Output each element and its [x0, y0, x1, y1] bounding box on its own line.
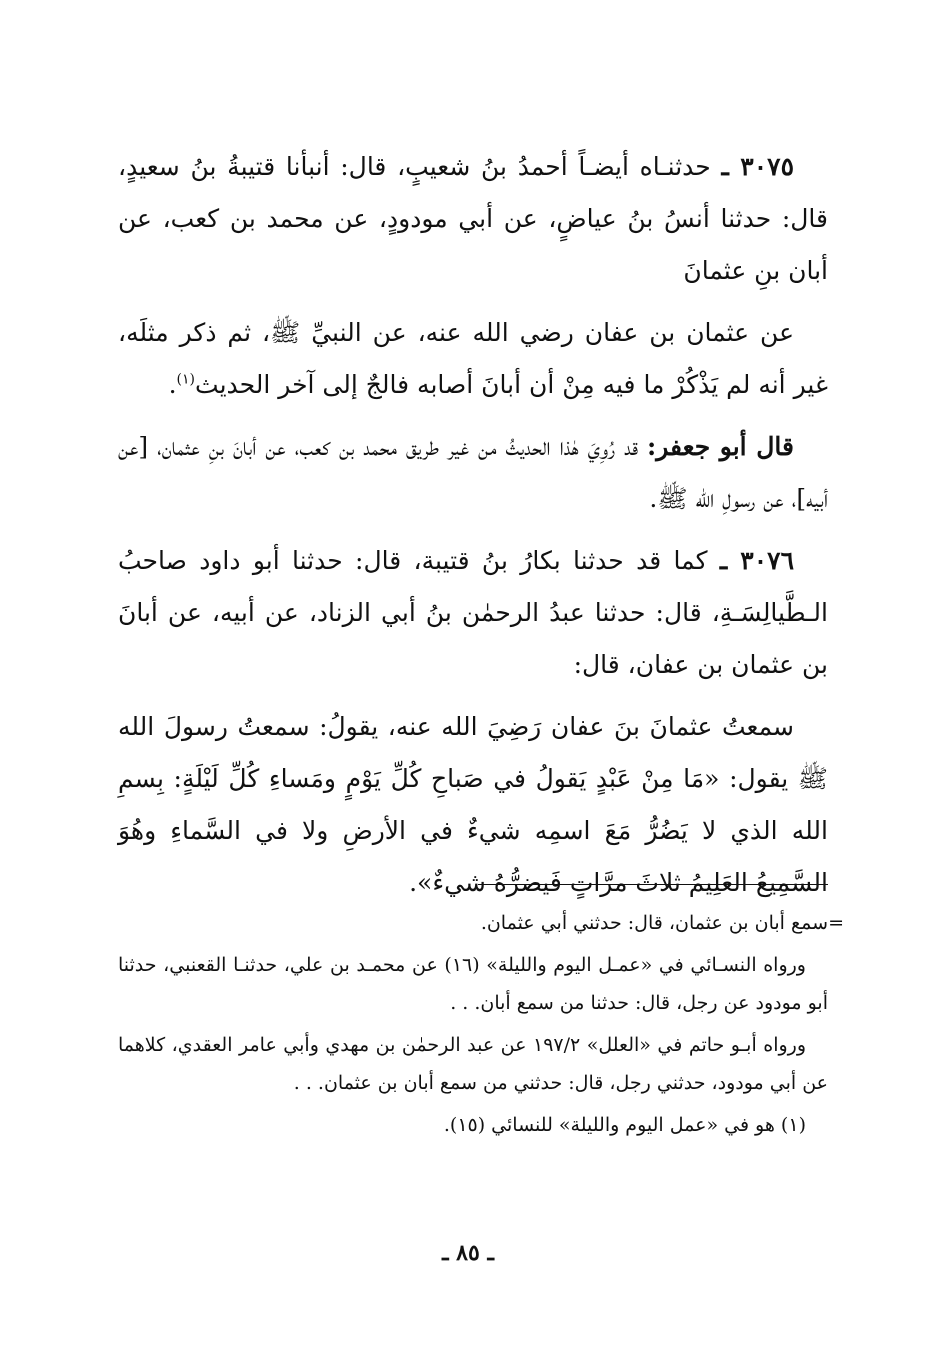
- hadith-3075-matn-text: عن عثمان بن عفان رضي الله عنه، عن النبيِّ ﷺ، ثم ذكر مثلَه، غير أنه لم يَذْكُرْ ما فيه مِنْ أن أبانَ أصابه فالجٌ إلى آخر الحديث: [118, 318, 828, 399]
- hadith-3075-end: .: [168, 370, 177, 399]
- hadith-3075-number: ٣٠٧٥ ـ: [721, 152, 795, 181]
- hadith-3076-number: ٣٠٧٦ ـ: [719, 546, 795, 575]
- hadith-3076-isnad: [118, 535, 828, 691]
- hadith-3075-isnad: [118, 141, 828, 297]
- page-number: ـ ٨٥ ـ: [442, 1240, 494, 1266]
- note-continuation: [118, 904, 844, 942]
- footnotes: [118, 904, 844, 1148]
- hadith-3075-isnad-text: حدثنـاه أيضـاً أحمدُ بنُ شعيبٍ، قال: أنبأنا قتيبةُ بنُ سعيدٍ، قال: حدثنا أنسُ بنُ عياضٍ، عن أبي مودودٍ، عن محمد بن كعب، عن أبان بنِ عثمانَ: [118, 152, 828, 285]
- footnote-marker-1[interactable]: (١): [176, 371, 196, 388]
- hadith-3076-isnad-text: كما قد حدثنا بكارُ بنُ قتيبة، قال: حدثنا أبو داود صاحبُ الـطَّيالِسَـةِ، قال: حدثنا عبدُ الرحمٰن بنُ أبي الزناد، عن أبيه، عن أبانَ بن عثمان بن عفان، قال:: [118, 546, 828, 679]
- abu-jafar-text: قد رُوِيَ هٰذا الحديثُ من غير طريق محمد بن كعب، عن أبانَ بنِ عثمان، [عن أبيه]، عن رسولِ الله ﷺ.: [118, 432, 828, 513]
- note-continuation-text: سمع أبان بن عثمان، قال: حدثني أبي عثمان.: [480, 912, 828, 934]
- footnote-1: (١) هو في «عمل اليوم والليلة» للنسائي (١٥).: [443, 1114, 806, 1136]
- hadith-3076-matn: [118, 701, 828, 909]
- abu-jafar-label: قال أبو جعفر:: [646, 432, 794, 461]
- note-nasai: ورواه النسـائي في «عمـل اليوم والليلة» (١٦) عن محمـد بن علي، حدثنـا القعنبي، حدثنا أبو مودود عن رجل، قال: حدثنا من سمع أبان. . .: [118, 954, 828, 1014]
- continuation-mark: =: [828, 912, 844, 934]
- footnote-separator: [478, 884, 828, 885]
- main-text: [118, 141, 828, 919]
- abu-jafar-comment: [118, 421, 828, 525]
- hadith-3076-matn-text: سمعتُ عثمانَ بنَ عفان رَضِيَ الله عنه، يقولُ: سمعتُ رسولَ الله ﷺ يقول: «مَا مِنْ عَبْدٍ يَقولُ في صَباحِ كُلِّ يَوْمٍ ومَساءِ كُلِّ لَيْلَةٍ: بِسمِ الله الذي لا يَضُرُّ مَعَ اسمِه شيءٌ في الأرضِ ولا في السَّماءِ وهُوَ السَّمِيعُ العَلِيمُ ثلاثَ مرَّاتٍ فَيضرُّهُ شيءٌ».: [118, 712, 828, 897]
- note-abu-hatim: ورواه أبـو حاتم في «العلل» ١٩٧/٢ عن عبد الرحمٰن بن مهدي وأبي عامر العقدي، كلاهما عن أبي مودود، حدثني رجل، قال: حدثني من سمع أبان بن عثمان. . .: [118, 1034, 828, 1094]
- hadith-3075-matn: [118, 307, 828, 411]
